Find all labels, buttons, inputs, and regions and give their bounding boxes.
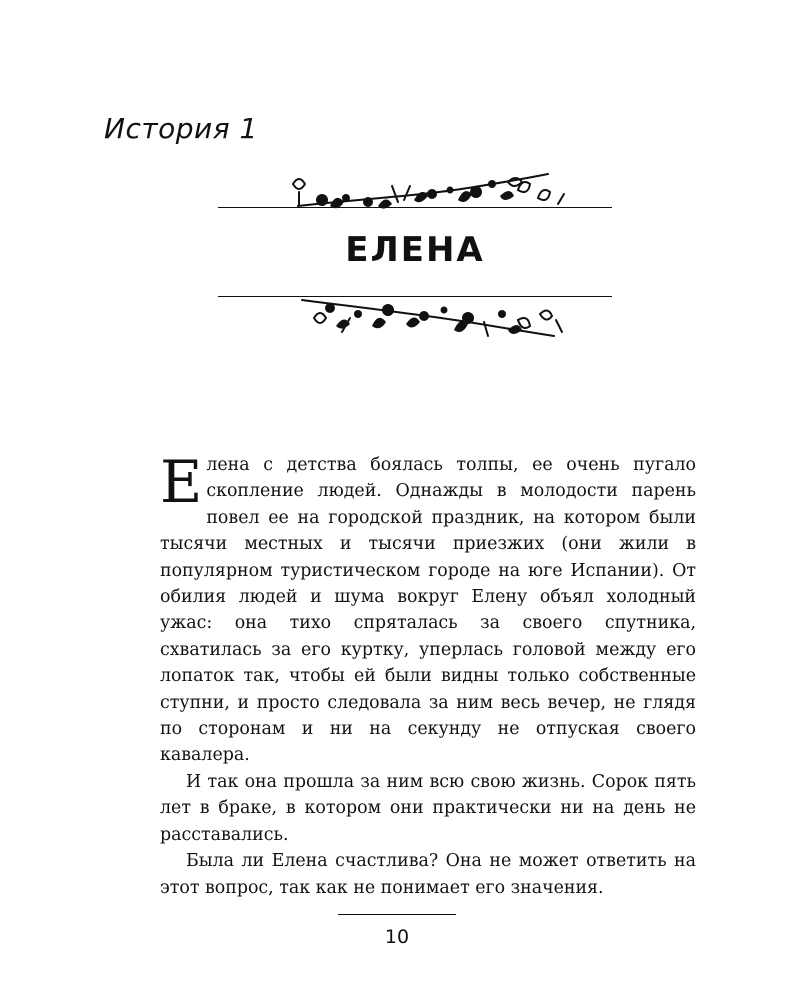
drop-cap: Е [160,448,203,516]
chapter-title: ЕЛЕНА [345,230,485,270]
paragraph-1-text: лена с детства боялась толпы, ее очень пугало скопление людей. Однажды в молодости парень повел ее на городской праздник, на котором были тысячи местных и тысячи приезжих (они жили в популярном туристическом городе на юге Испании). От обилия людей и шума вокруг Елену объял холодный ужас: она тихо спряталась за своего спутника, схватилась за его куртку, уперлась головой между его лопаток так, чтобы ей были видны только собственные ступни, и просто следовала за ним весь вечер, не глядя по сторонам и ни на секунду не отпуская своего кавалера. [160,455,696,766]
paragraph-2: И так она прошла за ним всю свою жизнь. Сорок пять лет в браке, в котором они практически ни на день не расставались. [160,771,696,845]
page-number: 10 [384,926,410,948]
story-label: История 1 [104,112,258,145]
title-rule-top [218,207,612,208]
paragraph-3: Была ли Елена счастлива? Она не может ответить на этот вопрос, так как не понимает его значения. [160,851,696,898]
story-text [160,448,696,901]
footer-rule [338,914,456,915]
paragraph-1 [160,448,696,769]
floral-flourish-bottom-icon [218,296,612,340]
chapter-title-block [218,170,612,340]
